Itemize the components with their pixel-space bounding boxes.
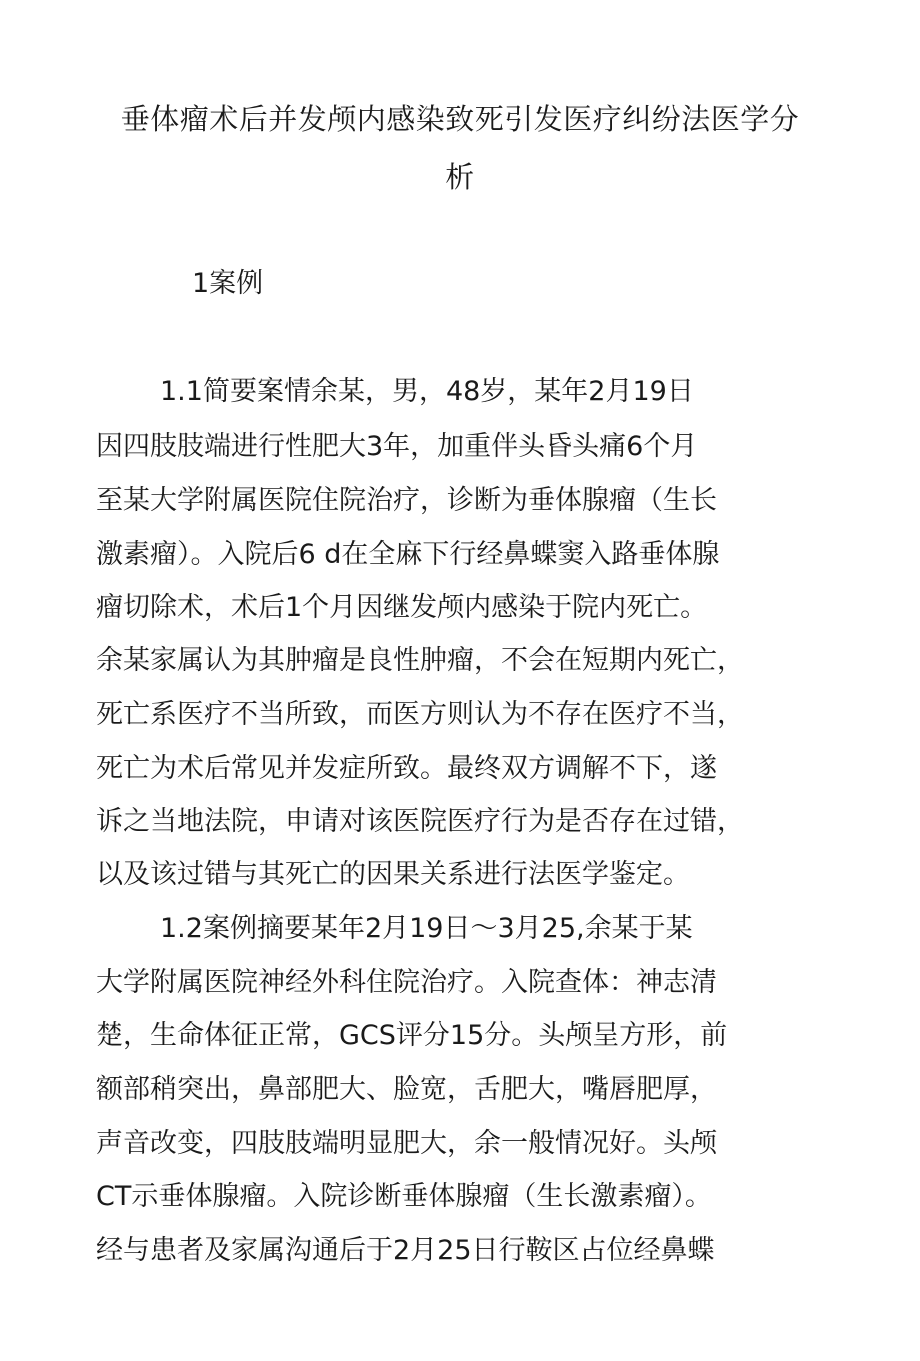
paragraph-1-line: 激素瘤）。入院后6 d在全麻下行经鼻蝶窦入路垂体腺 xyxy=(96,539,720,570)
paragraph-2-line: 大学附属医院神经外科住院治疗。入院查体：神志清 xyxy=(96,967,717,998)
paragraph-2-line: 额部稍突出，鼻部肥大、脸宽，舌肥大，嘴唇肥厚， xyxy=(96,1074,717,1105)
document-title-line-1: 垂体瘤术后并发颅内感染致死引发医疗纠纷法医学分 xyxy=(120,102,800,136)
paragraph-1-line: 1.1简要案情余某，男，48岁，某年2月19日 xyxy=(160,376,694,407)
paragraph-1-line: 因四肢肢端进行性肥大3年，加重伴头昏头痛6个月 xyxy=(96,431,698,462)
paragraph-1-line: 余某家属认为其肿瘤是良性肿瘤，不会在短期内死亡， xyxy=(96,645,744,676)
paragraph-1-line: 至某大学附属医院住院治疗，诊断为垂体腺瘤（生长 xyxy=(96,485,717,516)
paragraph-2-line: 1.2案例摘要某年2月19日～3月25,余某于某 xyxy=(160,913,693,944)
paragraph-2-line: CT示垂体腺瘤。入院诊断垂体腺瘤（生长激素瘤）。 xyxy=(96,1181,712,1212)
paragraph-1-line: 以及该过错与其死亡的因果关系进行法医学鉴定。 xyxy=(96,859,690,890)
section-heading: 1案例 xyxy=(192,268,264,299)
paragraph-2-line: 楚，生命体征正常，GCS评分15分。头颅呈方形，前 xyxy=(96,1020,728,1051)
paragraph-1-line: 死亡为术后常见并发症所致。最终双方调解不下，遂 xyxy=(96,753,717,784)
paragraph-2-line: 经与患者及家属沟通后于2月25日行鞍区占位经鼻蝶 xyxy=(96,1235,715,1266)
paragraph-1-line: 诉之当地法院，申请对该医院医疗行为是否存在过错， xyxy=(96,806,744,837)
paragraph-1-line: 死亡系医疗不当所致，而医方则认为不存在医疗不当， xyxy=(96,699,744,730)
paragraph-2-line: 声音改变，四肢肢端明显肥大，余一般情况好。头颅 xyxy=(96,1128,717,1159)
paragraph-1-line: 瘤切除术，术后1个月因继发颅内感染于院内死亡。 xyxy=(96,592,708,623)
document-title-line-2: 析 xyxy=(445,160,475,194)
